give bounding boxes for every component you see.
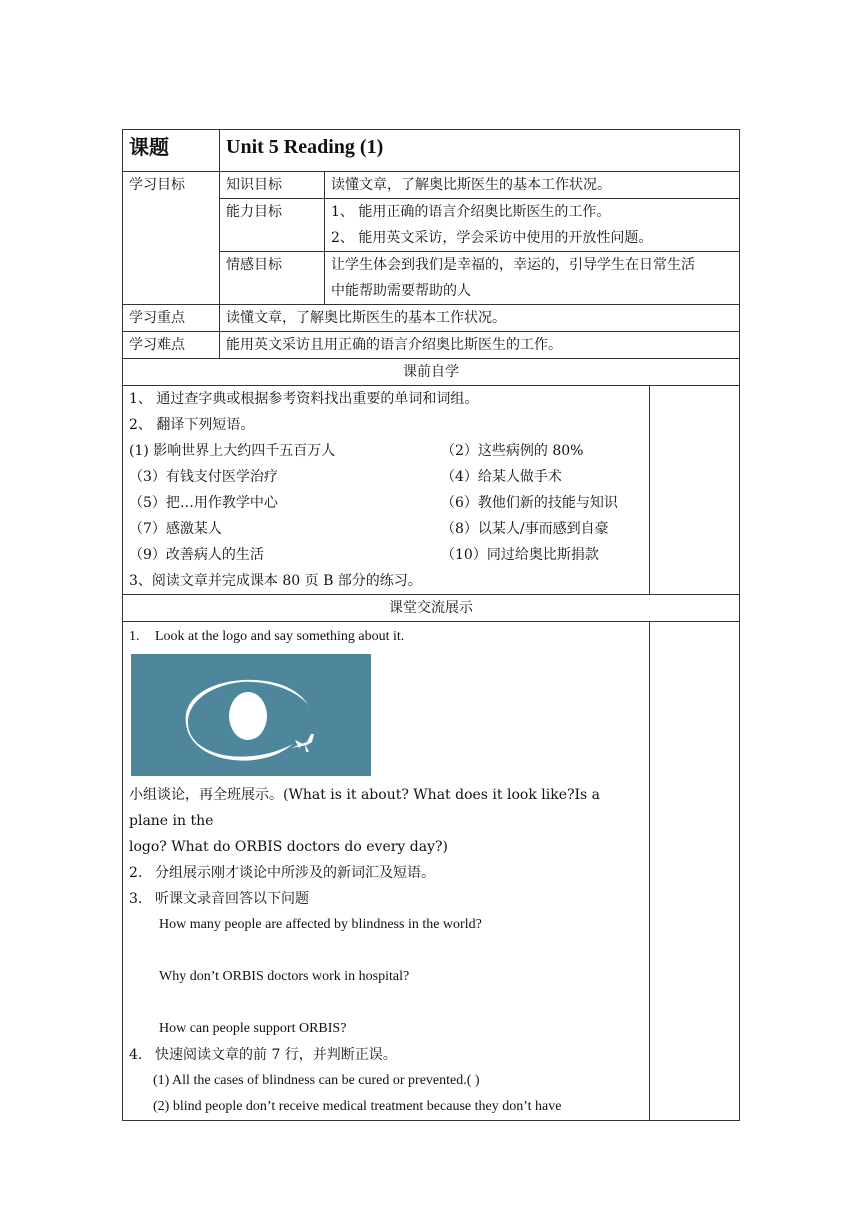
objectives-label: 学习目标 xyxy=(123,172,220,305)
phrase-row xyxy=(129,516,643,542)
phrase: （8）以某人/事而感到自豪 xyxy=(441,521,609,537)
preview-heading: 课前自学 xyxy=(123,359,740,386)
title-row xyxy=(123,130,740,172)
question-text: Look at the logo and say something about it. xyxy=(155,629,405,644)
phrase: （7）感激某人 xyxy=(129,521,222,537)
classroom-heading-row xyxy=(123,595,740,622)
preview-item: 2、 翻译下列短语。 xyxy=(129,417,255,433)
emotion-line: 让学生体会到我们是幸福的，幸运的，引导学生在日常生活 xyxy=(331,257,695,273)
knowledge-label: 知识目标 xyxy=(220,172,325,199)
question-1 xyxy=(129,624,643,650)
ability-label: 能力目标 xyxy=(220,199,325,252)
difficulty-row xyxy=(123,332,740,359)
true-false-item: (1) All the cases of blindness can be cured or prevented.( ) xyxy=(153,1073,480,1088)
question-number: 2. xyxy=(129,865,143,881)
emotion-label: 情感目标 xyxy=(220,252,325,305)
listening-question: Why don’t ORBIS doctors work in hospital? xyxy=(159,969,410,984)
orbis-logo xyxy=(131,654,371,776)
difficulty-label: 学习难点 xyxy=(123,332,220,359)
phrase: （10）同过给奥比斯捐款 xyxy=(441,547,599,563)
preview-heading-row xyxy=(123,359,740,386)
preview-content-row xyxy=(123,386,740,595)
objective-knowledge-row xyxy=(123,172,740,199)
emotion-text xyxy=(325,252,740,305)
true-false-item: (2) blind people don’t receive medical treatment because they don’t have xyxy=(153,1099,562,1114)
answer-space xyxy=(129,990,643,1016)
ability-item: 2、 能用英文采访，学会采访中使用的开放性问题。 xyxy=(331,230,653,246)
topic-value: Unit 5 Reading (1) xyxy=(220,130,740,172)
question-4 xyxy=(129,1042,643,1068)
phrase-row xyxy=(129,490,643,516)
notes-cell xyxy=(650,622,740,1121)
key-point-label: 学习重点 xyxy=(123,305,220,332)
question-text: 听课文录音回答以下问题 xyxy=(155,891,309,907)
question-text: 快速阅读文章的前 7 行，并判断正误。 xyxy=(155,1047,397,1063)
phrase: （4）给某人做手术 xyxy=(441,469,562,485)
question-text: 分组展示刚才谈论中所涉及的新词汇及短语。 xyxy=(155,865,435,881)
question-3 xyxy=(129,886,643,912)
phrase: （6）教他们新的技能与知识 xyxy=(441,495,618,511)
ability-text xyxy=(325,199,740,252)
question-number: 1. xyxy=(129,629,140,644)
phrase: （2）这些病例的 80% xyxy=(441,443,584,459)
phrase-row xyxy=(129,464,643,490)
topic-label: 课题 xyxy=(123,130,220,172)
difficulty-text: 能用英文采访且用正确的语言介绍奥比斯医生的工作。 xyxy=(220,332,740,359)
phrase: （3）有钱支付医学治疗 xyxy=(129,469,278,485)
classroom-content-row xyxy=(123,622,740,1121)
preview-item: 3、阅读文章并完成课本 80 页 B 部分的练习。 xyxy=(129,573,422,589)
preview-item: 1、 通过查字典或根据参考资料找出重要的单词和词组。 xyxy=(129,391,479,407)
question-number: 4. xyxy=(129,1047,143,1063)
lesson-plan-table xyxy=(122,129,740,1121)
notes-cell xyxy=(650,386,740,595)
phrase: (1) 影响世界上大约四千五百万人 xyxy=(129,443,336,459)
question-2 xyxy=(129,860,643,886)
listening-question: How can people support ORBIS? xyxy=(159,1021,347,1036)
ability-item: 1、 能用正确的语言介绍奥比斯医生的工作。 xyxy=(331,204,611,220)
discussion-line: logo? What do ORBIS doctors do every day?) xyxy=(129,839,448,855)
listening-question: How many people are affected by blindness in the world? xyxy=(159,917,482,932)
classroom-heading: 课堂交流展示 xyxy=(123,595,740,622)
phrase-row xyxy=(129,542,643,568)
classroom-content xyxy=(123,622,650,1121)
phrase: （9）改善病人的生活 xyxy=(129,547,264,563)
answer-space xyxy=(129,938,643,964)
discussion-line: 小组谈论，再全班展示。(What is it about? What does it look like?Is a plane in the xyxy=(129,787,600,829)
question-number: 3. xyxy=(129,891,143,907)
emotion-line: 中能帮助需要帮助的人 xyxy=(331,283,471,299)
phrase-row xyxy=(129,438,643,464)
key-point-text: 读懂文章，了解奥比斯医生的基本工作状况。 xyxy=(220,305,740,332)
phrase: （5）把…用作教学中心 xyxy=(129,495,278,511)
preview-content xyxy=(123,386,650,595)
key-point-row xyxy=(123,305,740,332)
knowledge-text: 读懂文章，了解奥比斯医生的基本工作状况。 xyxy=(325,172,740,199)
